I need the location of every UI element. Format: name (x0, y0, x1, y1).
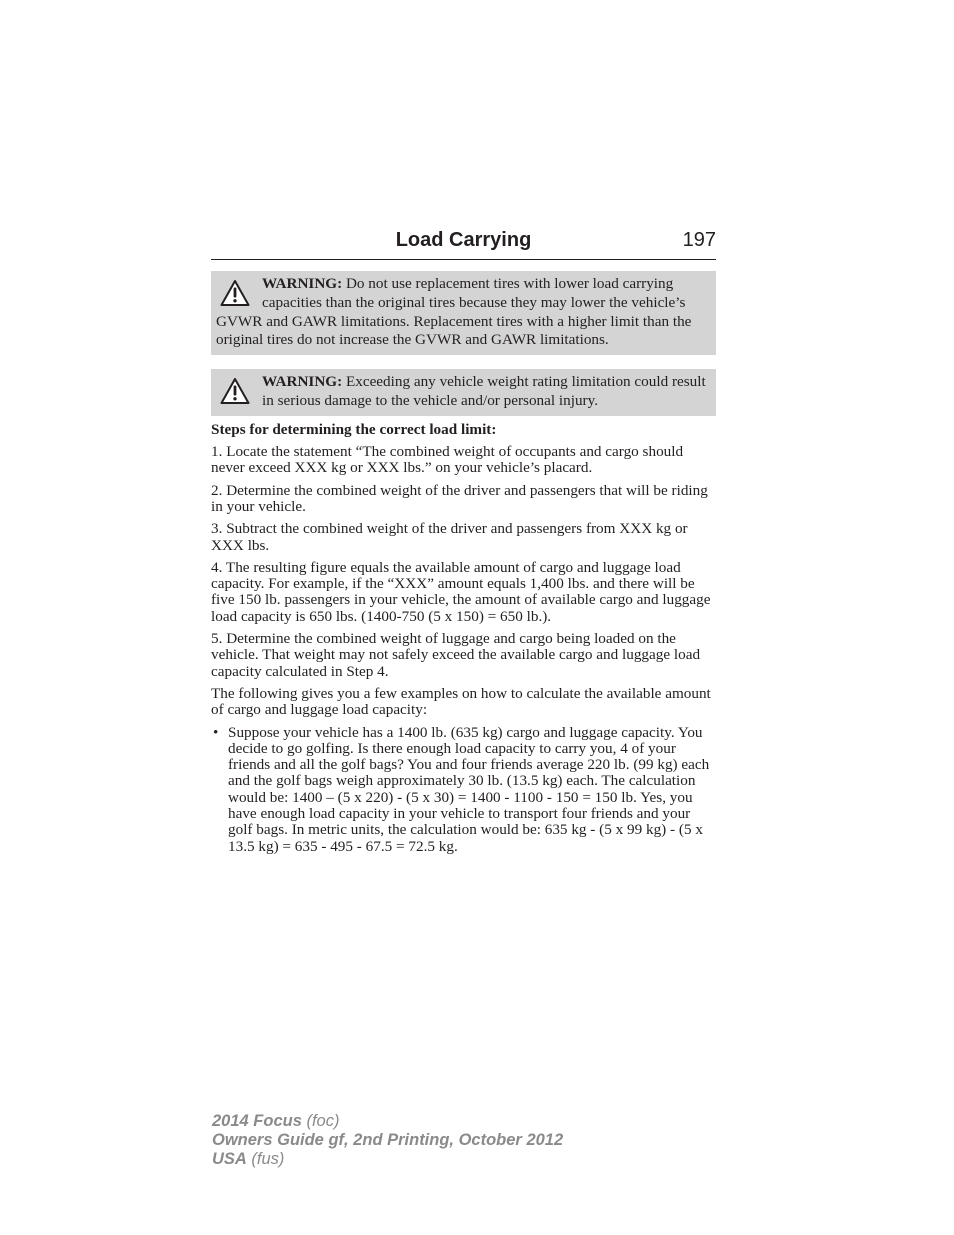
footer-model: 2014 Focus (212, 1112, 302, 1130)
footer-model-code: (foc) (301, 1112, 340, 1130)
step-item: 1. Locate the statement “The combined weight of occupants and cargo should never exceed XXX kg or XXX lbs.” on your vehicle’s placard. (211, 443, 684, 477)
step-item: 3. Subtract the combined weight of the driver and passengers from XXX kg or XXX lbs. (211, 520, 688, 554)
footer-line-guide (212, 1131, 563, 1150)
footer-guide: Owners Guide gf, 2nd Printing, October 2012 (212, 1131, 564, 1149)
warning-triangle-icon (220, 377, 250, 405)
warning-label: WARNING: (262, 275, 343, 292)
warning-triangle-icon (220, 279, 250, 307)
section-title: Load Carrying (395, 229, 532, 251)
footer-market: USA (212, 1150, 247, 1168)
footer-line-market (212, 1150, 563, 1169)
step-item: 5. Determine the combined weight of luggage and cargo being loaded on the vehicle. That weight may not safely exceed the available cargo and luggage load capacity calculated in Step 4. (211, 630, 701, 680)
list-item (211, 725, 716, 855)
bullet-text: Suppose your vehicle has a 1400 lb. (635 kg) cargo and luggage capacity. You decide to go golfing. Is there enough load capacity to carry you, 4 of your friends and all the golf bags? You and four friends average 220 lb. (99 kg) each and the golf bags weigh approximately 30 lb. (13.5 kg) each. The calculation would be: 1400 – (5 x 220) - (5 x 30) = 1400 - 1100 - 150 = 150 lb. Yes, you have enough load capacity in your vehicle to transport four friends and your golf bags. In metric units, the calculation would be: 635 kg - (5 x 99 kg) - (5 x 13.5 kg) = 635 - 495 - 67.5 = 72.5 kg. (228, 723, 710, 855)
page-footer (212, 1112, 563, 1169)
examples-intro: The following gives you a few examples on how to calculate the available amount of cargo and luggage load capacity: (211, 684, 711, 719)
page-header (211, 226, 716, 260)
warning-box-tires (211, 271, 716, 355)
bullet-icon: • (213, 723, 219, 741)
footer-market-code: (fus) (246, 1150, 285, 1168)
steps-heading: Steps for determining the correct load limit: (211, 420, 497, 438)
warning-label: WARNING: (262, 373, 343, 391)
step-item: 2. Determine the combined weight of the driver and passengers that will be riding in your vehicle. (211, 481, 708, 515)
step-item: 4. The resulting figure equals the available amount of cargo and luggage load capacity. For example, if the “XXX” amount equals 1,400 lbs. and there will be five 150 lb. passengers in your vehicle, the amount of available cargo and luggage load capacity is 650 lbs. (1400-750 (5 x 150) = 650 lb.). (211, 558, 711, 625)
manual-page (211, 226, 716, 855)
warning-text: Do not use replacement tires with lower load carrying capacities than the original tires because they may lower the vehicle’s GVWR and GAWR limitations. Replacement tires with a higher limit than the original tires do not increase the GVWR and GAWR limitations. (216, 275, 692, 349)
warning-box-weight-rating (211, 369, 716, 416)
body-content (211, 422, 716, 855)
footer-line-model (212, 1112, 563, 1131)
warning-text: Exceeding any vehicle weight rating limitation could result in serious damage to the vehicle and/or personal injury. (262, 373, 706, 409)
page-number: 197 (682, 229, 716, 251)
